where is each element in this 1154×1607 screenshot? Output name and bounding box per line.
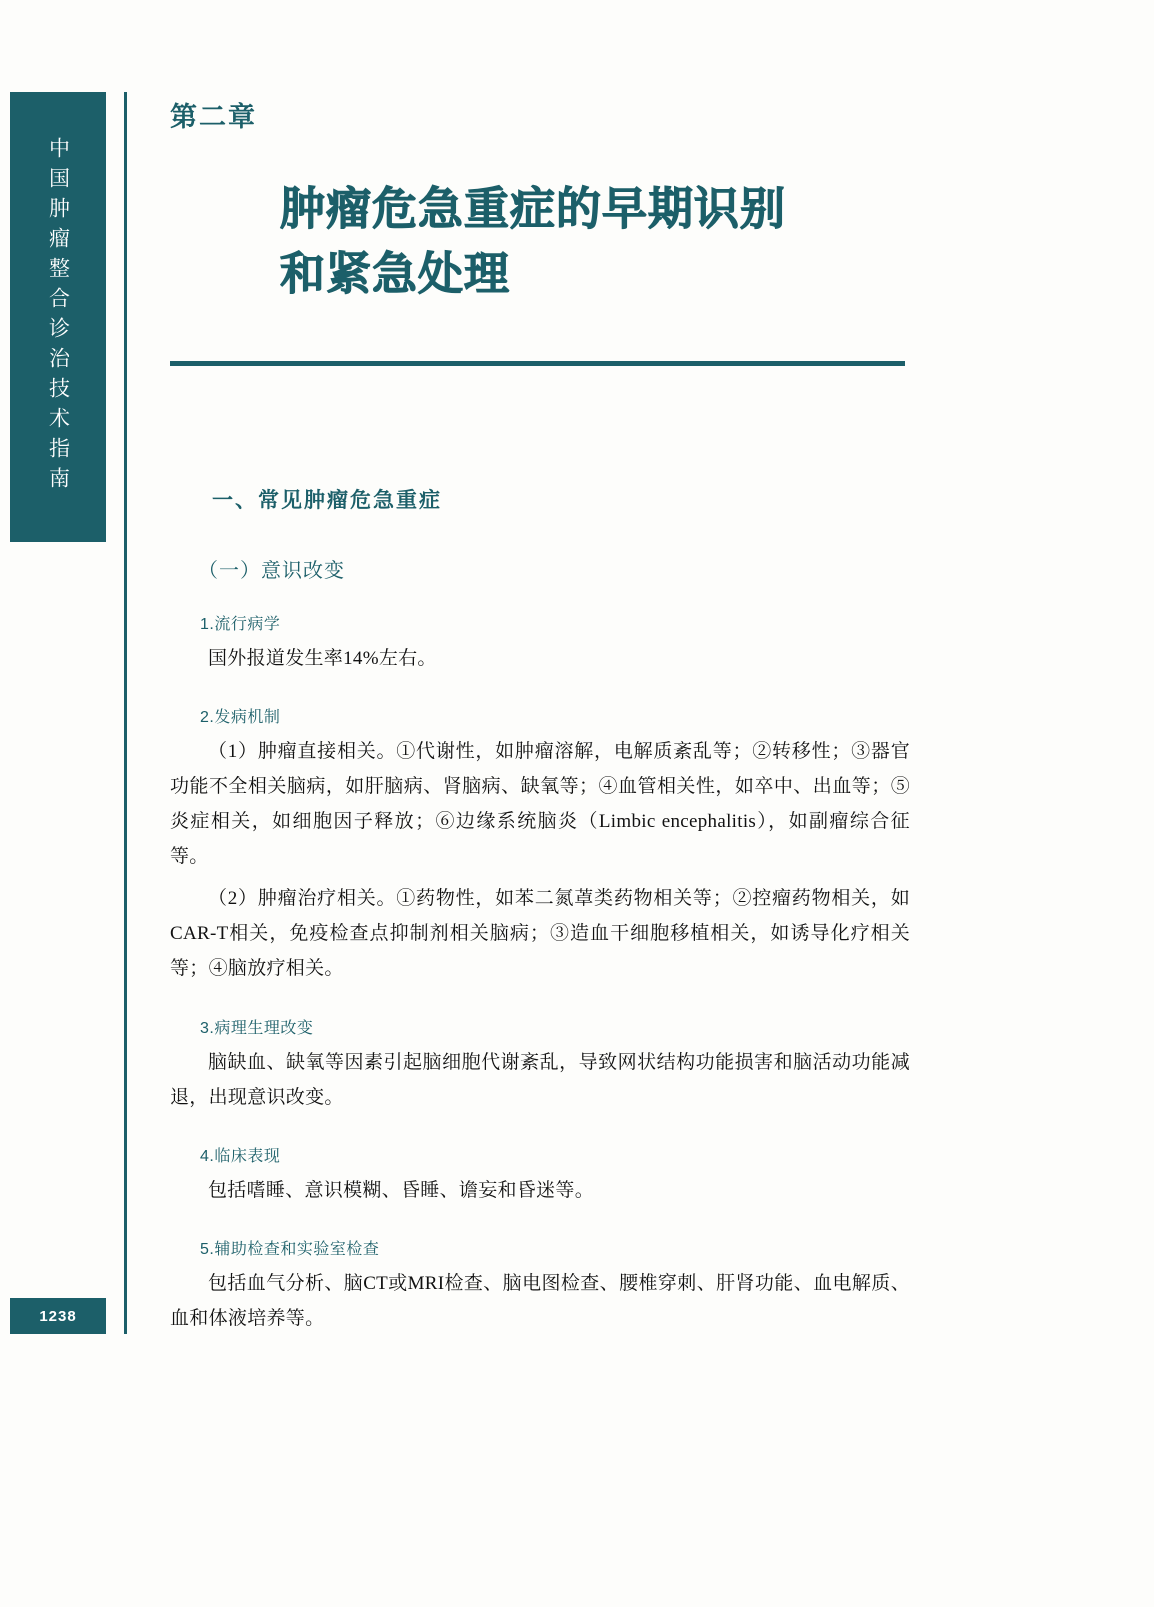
- paragraph-examinations: 包括血气分析、脑CT或MRI检查、脑电图检查、腰椎穿刺、肝肾功能、血电解质、血和体液培养等。: [170, 1273, 910, 1330]
- page-number-badge: [10, 1298, 106, 1334]
- heading-pathophysiology: 3.病理生理改变: [200, 1019, 314, 1037]
- paragraph-clinical-manifestations: 包括嗜睡、意识模糊、昏睡、谵妄和昏迷等。: [208, 1179, 595, 1201]
- chapter-title-line-1: 肿瘤危急重症的早期识别: [280, 183, 787, 234]
- chapter-label: 第二章: [170, 102, 257, 132]
- sidebar-vertical-banner: [10, 92, 106, 542]
- paragraph-mechanism-1: （1）肿瘤直接相关。①代谢性，如肿瘤溶解，电解质紊乱等；②转移性；③器官功能不全相关脑病，如肝脑病、肾脑病、缺氧等；④血管相关性，如卒中、出血等；⑤炎症相关，如细胞因子释放；⑥边缘系统脑炎（Limbic encephalitis），如副瘤综合征等。: [170, 740, 910, 868]
- page-title: [280, 176, 910, 307]
- paragraph-epidemiology: 国外报道发生率14%左右。: [208, 647, 437, 669]
- heading-mechanism: 2.发病机制: [200, 708, 281, 726]
- paragraph-mechanism-2: （2）肿瘤治疗相关。①药物性，如苯二氮䓬类药物相关等；②控瘤药物相关，如CAR-T相关，免疫检查点抑制剂相关脑病；③造血干细胞移植相关，如诱导化疗相关等；④脑放疗相关。: [170, 888, 910, 980]
- heading-epidemiology: 1.流行病学: [200, 615, 281, 633]
- title-divider-rule: [170, 361, 905, 366]
- page-number-label: 1238: [39, 1307, 77, 1325]
- page-content: [170, 0, 910, 1336]
- section-heading-1: 一、常见肿瘤危急重症: [212, 487, 442, 512]
- heading-examinations: 5.辅助检查和实验室检查: [200, 1241, 380, 1259]
- chapter-title-line-2: 和紧急处理: [280, 248, 511, 300]
- heading-clinical-manifestations: 4.临床表现: [200, 1147, 281, 1165]
- sidebar-divider-rule: [124, 92, 127, 1334]
- sidebar-vertical-title: 中国肿瘤整合诊治技术指南: [46, 137, 70, 497]
- subsection-heading-1: （一）意识改变: [198, 559, 345, 582]
- paragraph-pathophysiology: 脑缺血、缺氧等因素引起脑细胞代谢紊乱，导致网状结构功能损害和脑活动功能减退，出现意识改变。: [170, 1051, 910, 1108]
